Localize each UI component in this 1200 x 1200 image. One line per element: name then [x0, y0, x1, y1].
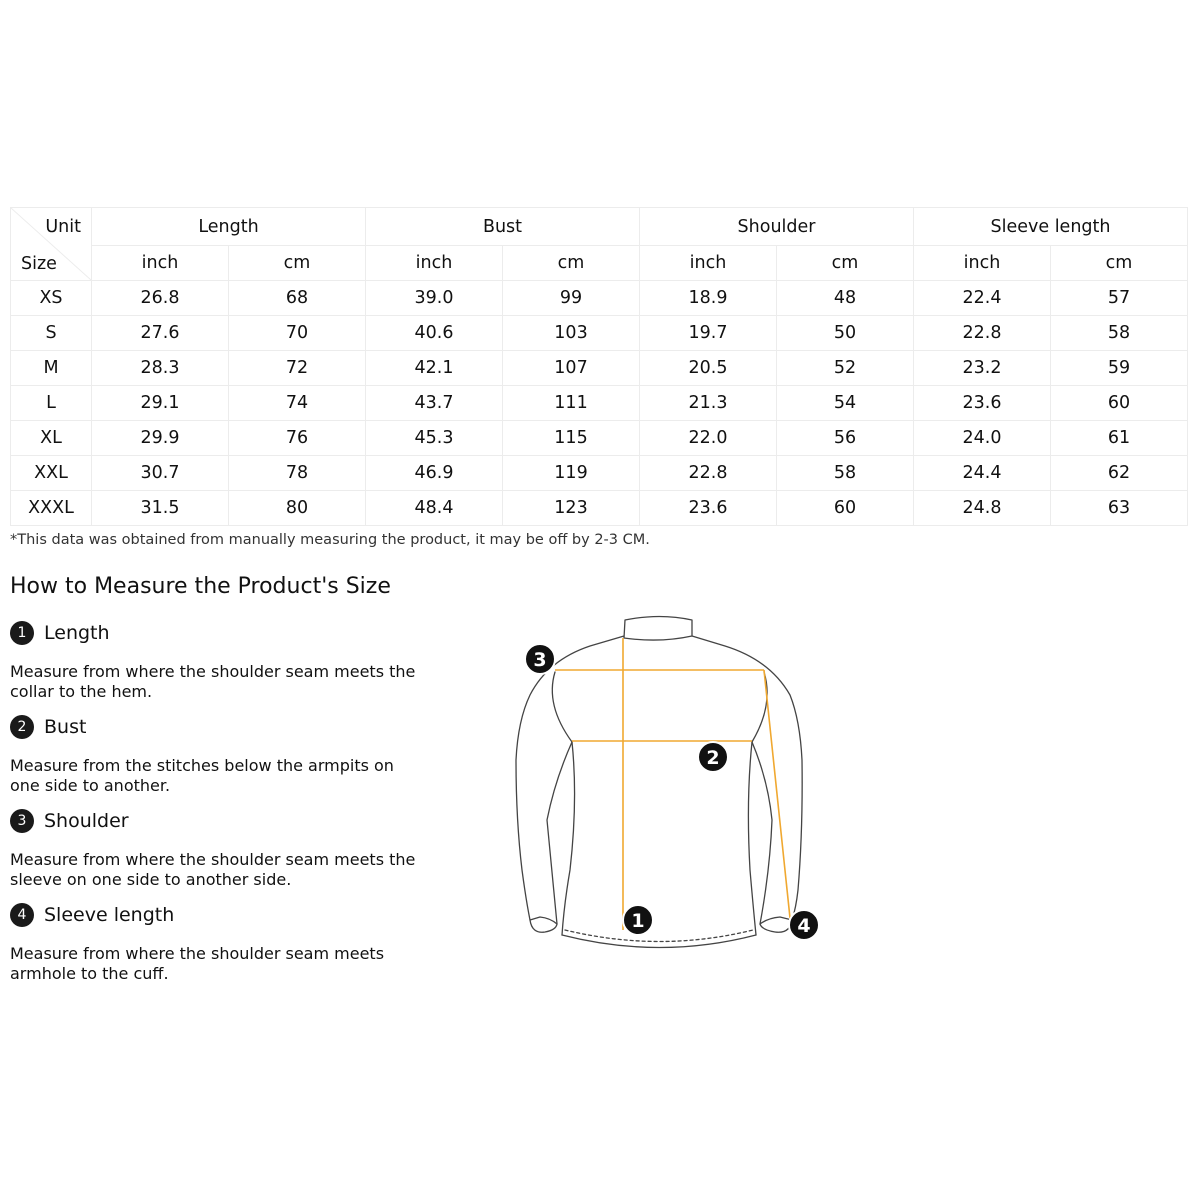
table-cell: 29.9	[92, 421, 229, 456]
table-cell: 58	[777, 456, 914, 491]
table-cell: 111	[503, 386, 640, 421]
table-cell: 46.9	[366, 456, 503, 491]
table-cell: 48.4	[366, 491, 503, 526]
unit-header-cell: cm	[1051, 246, 1188, 281]
number-1-badge-icon: 1	[10, 621, 34, 645]
size-cell: XXXL	[11, 491, 92, 526]
table-cell: 23.2	[914, 351, 1051, 386]
measure-section-title: How to Measure the Product's Size	[10, 574, 391, 599]
marker-3-label: 3	[533, 649, 547, 671]
table-cell: 22.8	[640, 456, 777, 491]
table-cell: 23.6	[640, 491, 777, 526]
unit-header-cell: inch	[914, 246, 1051, 281]
table-cell: 52	[777, 351, 914, 386]
table-cell: 22.8	[914, 316, 1051, 351]
table-row	[11, 386, 1188, 421]
table-cell: 74	[229, 386, 366, 421]
table-cell: 45.3	[366, 421, 503, 456]
table-cell: 39.0	[366, 281, 503, 316]
group-header-shoulder: Shoulder	[640, 208, 914, 246]
unit-header-cell: cm	[503, 246, 640, 281]
measure-guide-lines	[555, 638, 790, 930]
table-cell: 103	[503, 316, 640, 351]
table-row	[11, 421, 1188, 456]
measure-item-title: Length	[44, 622, 110, 644]
table-cell: 50	[777, 316, 914, 351]
table-cell: 58	[1051, 316, 1188, 351]
marker-1-label: 1	[631, 910, 645, 932]
table-cell: 24.8	[914, 491, 1051, 526]
table-cell: 48	[777, 281, 914, 316]
measure-item-description: Measure from where the shoulder seam meets armhole to the cuff.	[10, 944, 385, 983]
corner-size-label: Size	[21, 254, 57, 274]
table-cell: 80	[229, 491, 366, 526]
table-cell: 19.7	[640, 316, 777, 351]
measure-item-title: Sleeve length	[44, 904, 175, 926]
table-cell: 99	[503, 281, 640, 316]
size-cell: XXL	[11, 456, 92, 491]
unit-header-cell: cm	[777, 246, 914, 281]
unit-header-cell: inch	[366, 246, 503, 281]
marker-1	[623, 905, 653, 935]
shirt-outline-icon	[516, 617, 802, 948]
table-row	[11, 351, 1188, 386]
table-row	[11, 281, 1188, 316]
table-cell: 18.9	[640, 281, 777, 316]
table-row	[11, 316, 1188, 351]
table-cell: 59	[1051, 351, 1188, 386]
table-cell: 63	[1051, 491, 1188, 526]
marker-3	[525, 644, 555, 674]
table-cell: 27.6	[92, 316, 229, 351]
shirt-measurement-diagram	[500, 600, 840, 960]
table-cell: 43.7	[366, 386, 503, 421]
size-chart-table	[10, 207, 1188, 526]
table-cell: 70	[229, 316, 366, 351]
measure-item-title: Shoulder	[44, 810, 129, 832]
table-cell: 30.7	[92, 456, 229, 491]
table-cell: 22.4	[914, 281, 1051, 316]
size-cell: XL	[11, 421, 92, 456]
table-cell: 119	[503, 456, 640, 491]
group-header-bust: Bust	[366, 208, 640, 246]
table-cell: 60	[1051, 386, 1188, 421]
marker-4	[789, 910, 819, 940]
group-header-row	[11, 208, 1188, 246]
table-cell: 23.6	[914, 386, 1051, 421]
measure-item-bust	[10, 714, 430, 796]
unit-header-row	[11, 246, 1188, 281]
table-cell: 24.0	[914, 421, 1051, 456]
marker-2	[698, 742, 728, 772]
unit-header-cell: inch	[640, 246, 777, 281]
table-cell: 24.4	[914, 456, 1051, 491]
table-row	[11, 491, 1188, 526]
measure-item-shoulder	[10, 808, 430, 890]
table-row	[11, 456, 1188, 491]
measure-item-description: Measure from where the shoulder seam meets the sleeve on one side to another side.	[10, 850, 416, 889]
group-header-length: Length	[92, 208, 366, 246]
table-cell: 31.5	[92, 491, 229, 526]
unit-header-cell: cm	[229, 246, 366, 281]
table-cell: 40.6	[366, 316, 503, 351]
table-cell: 123	[503, 491, 640, 526]
number-4-badge-icon: 4	[10, 903, 34, 927]
size-cell: L	[11, 386, 92, 421]
unit-header-cell: inch	[92, 246, 229, 281]
measure-item-description: Measure from where the shoulder seam meets the collar to the hem.	[10, 662, 416, 701]
number-2-badge-icon: 2	[10, 715, 34, 739]
table-cell: 57	[1051, 281, 1188, 316]
marker-2-label: 2	[706, 747, 720, 769]
table-cell: 20.5	[640, 351, 777, 386]
measurement-disclaimer: *This data was obtained from manually measuring the product, it may be off by 2-3 CM.	[10, 532, 650, 548]
table-cell: 62	[1051, 456, 1188, 491]
table-cell: 54	[777, 386, 914, 421]
size-cell: S	[11, 316, 92, 351]
table-cell: 72	[229, 351, 366, 386]
measure-item-length	[10, 620, 430, 702]
marker-4-label: 4	[797, 915, 811, 937]
table-cell: 76	[229, 421, 366, 456]
table-cell: 107	[503, 351, 640, 386]
size-cell: M	[11, 351, 92, 386]
table-cell: 42.1	[366, 351, 503, 386]
table-cell: 78	[229, 456, 366, 491]
measure-item-title: Bust	[44, 716, 87, 738]
table-cell: 28.3	[92, 351, 229, 386]
measure-item-sleeve-length	[10, 902, 430, 984]
number-3-badge-icon: 3	[10, 809, 34, 833]
size-cell: XS	[11, 281, 92, 316]
table-cell: 29.1	[92, 386, 229, 421]
group-header-sleeve-length: Sleeve length	[914, 208, 1188, 246]
unit-size-corner-cell	[11, 208, 92, 281]
corner-unit-label: Unit	[45, 217, 81, 237]
table-cell: 22.0	[640, 421, 777, 456]
table-cell: 26.8	[92, 281, 229, 316]
table-cell: 56	[777, 421, 914, 456]
table-cell: 60	[777, 491, 914, 526]
table-cell: 61	[1051, 421, 1188, 456]
table-cell: 68	[229, 281, 366, 316]
table-cell: 115	[503, 421, 640, 456]
table-cell: 21.3	[640, 386, 777, 421]
measure-item-description: Measure from the stitches below the armpits on one side to another.	[10, 756, 394, 795]
